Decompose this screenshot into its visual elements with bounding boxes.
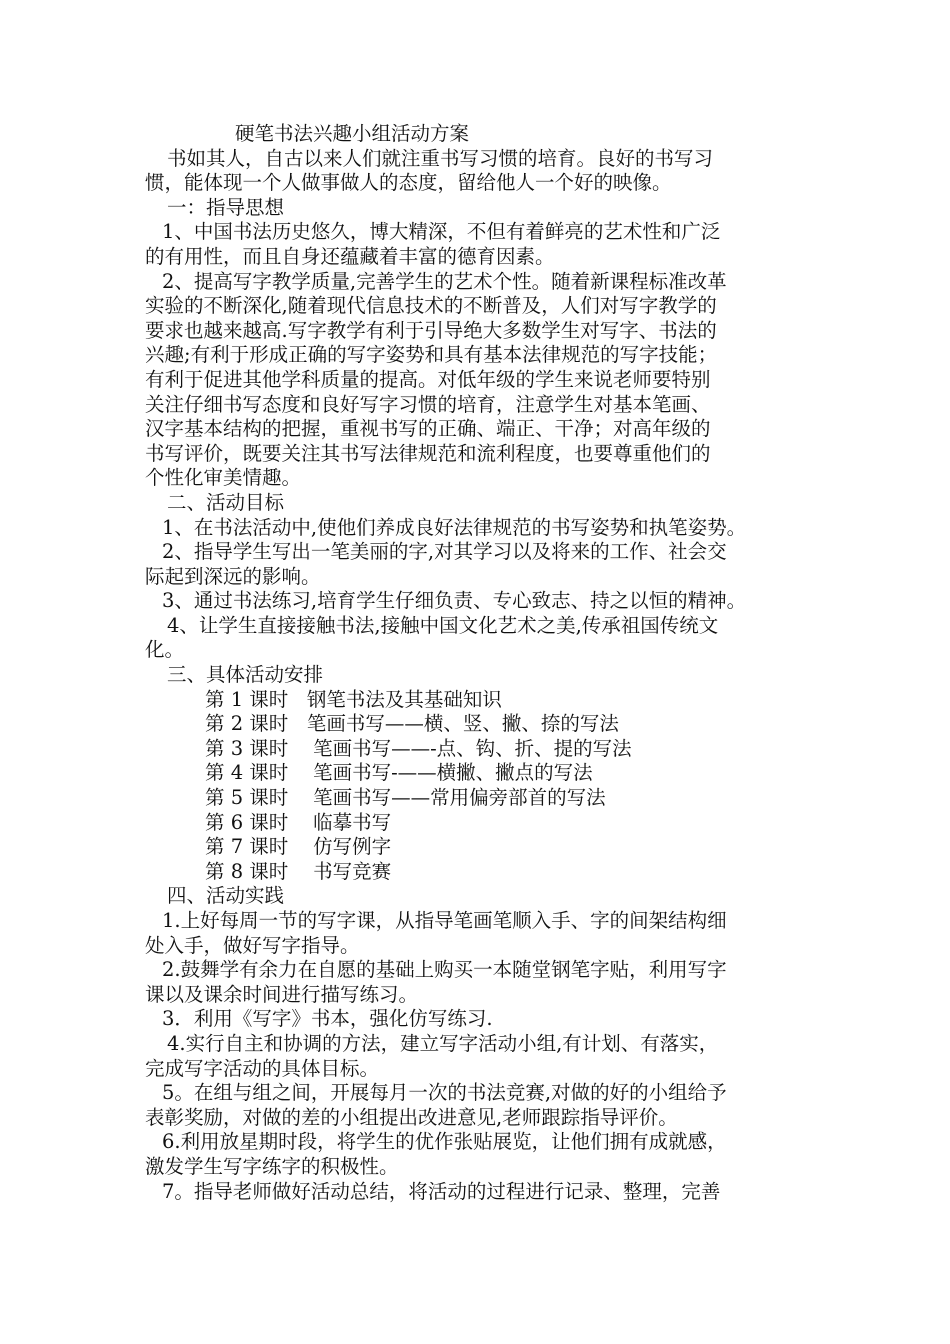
text-line: 激发学生写字练字的积极性。 <box>145 1154 399 1178</box>
text-line: 1、在书法活动中,使他们养成良好法律规范的书写姿势和执笔姿势。 <box>162 515 747 539</box>
text-line: 际起到深远的影响。 <box>145 564 321 588</box>
text-line: 四、活动实践 <box>167 884 285 908</box>
text-line: 4、让学生直接接触书法,接触中国文化艺术之美,传承祖国传统文 <box>167 613 719 637</box>
text-line: 惯，能体现一个人做事做人的态度，留给他人一个好的映像。 <box>145 171 672 195</box>
text-line: 1.上好每周一节的写字课，从指导笔画笔顺入手、字的间架结构细 <box>162 909 727 932</box>
text-line: 要求也越来越高.写字教学有利于引导绝大多数学生对写字、书法的 <box>145 318 717 342</box>
text-line: 2.鼓舞学有余力在自愿的基础上购买一本随堂钢笔字贴，利用写字 <box>162 958 727 982</box>
text-line: 有利于促进其他学科质量的提高。对低年级的学生来说老师要特别 <box>145 367 711 391</box>
text-line: 第 4 课时 笔画书写-——横撇、撇点的写法 <box>205 761 593 785</box>
text-line: 汉字基本结构的把握，重视书写的正确、端正、干净；对高年级的 <box>145 417 711 441</box>
text-line: 的有用性，而且自身还蕴藏着丰富的德育因素。 <box>145 244 555 268</box>
text-line: 化。 <box>145 638 185 662</box>
document-body <box>145 122 815 1204</box>
text-line: 二、活动目标 <box>167 490 285 514</box>
text-line: 一：指导思想 <box>167 195 285 219</box>
text-line: 兴趣;有利于形成正确的写字姿势和具有基本法律规范的写字技能； <box>145 343 718 367</box>
text-line: 2、指导学生写出一笔美丽的字,对其学习以及将来的工作、社会交 <box>162 540 727 564</box>
text-line: 处入手，做好写字指导。 <box>145 933 360 957</box>
text-line: 三、具体活动安排 <box>167 663 324 687</box>
text-line: 第 6 课时 临摹书写 <box>205 810 392 834</box>
text-line: 完成写字活动的具体目标。 <box>145 1056 380 1080</box>
paragraph-lines <box>145 147 815 1205</box>
text-line: 7。指导老师做好活动总结，将活动的过程进行记录、整理，完善 <box>162 1179 721 1203</box>
text-line: 关注仔细书写态度和良好写字习惯的培育，注意学生对基本笔画、 <box>145 392 711 416</box>
text-line: 实验的不断深化,随着现代信息技术的不断普及，人们对写字教学的 <box>145 294 717 318</box>
text-line: 5。在组与组之间，开展每月一次的书法竞赛,对做的好的小组给予 <box>162 1081 727 1105</box>
text-line: 2、提高写字教学质量,完善学生的艺术个性。随着新课程标准改革 <box>162 269 727 293</box>
text-line: 3、通过书法练习,培育学生仔细负责、专心致志、持之以恒的精神。 <box>162 589 747 613</box>
text-line: 1、中国书法历史悠久，博大精深，不但有着鲜亮的艺术性和广泛 <box>162 220 721 244</box>
text-line: 4.实行自主和协调的方法，建立写字活动小组,有计划、有落实， <box>167 1031 719 1055</box>
text-line: 3．利用《写字》书本，强化仿写练习. <box>162 1007 493 1031</box>
text-line: 第 1 课时 钢笔书法及其基础知识 <box>205 687 502 711</box>
text-line: 第 7 课时 仿写例字 <box>205 835 392 859</box>
text-line: 表彰奖励，对做的差的小组提出改进意见,老师跟踪指导评价。 <box>145 1105 678 1129</box>
text-line: 课以及课余时间进行描写练习。 <box>145 982 419 1006</box>
text-line: 个性化审美情趣。 <box>145 466 302 490</box>
text-line: 书如其人，自古以来人们就注重书写习惯的培育。良好的书写习 <box>167 146 714 170</box>
text-line: 第 5 课时 笔画书写——常用偏旁部首的写法 <box>205 786 606 810</box>
text-line: 6.利用放星期时段，将学生的优作张贴展览，让他们拥有成就感， <box>162 1130 727 1154</box>
text-line: 第 8 课时 书写竞赛 <box>205 859 392 883</box>
text-line: 书写评价，既要关注其书写法律规范和流利程度，也要尊重他们的 <box>145 441 711 465</box>
text-line: 第 3 课时 笔画书写——-点、钩、折、提的写法 <box>205 736 632 760</box>
document-title: 硬笔书法兴趣小组活动方案 <box>235 122 470 145</box>
text-line: 第 2 课时 笔画书写——横、竖、撇、捺的写法 <box>205 712 619 736</box>
